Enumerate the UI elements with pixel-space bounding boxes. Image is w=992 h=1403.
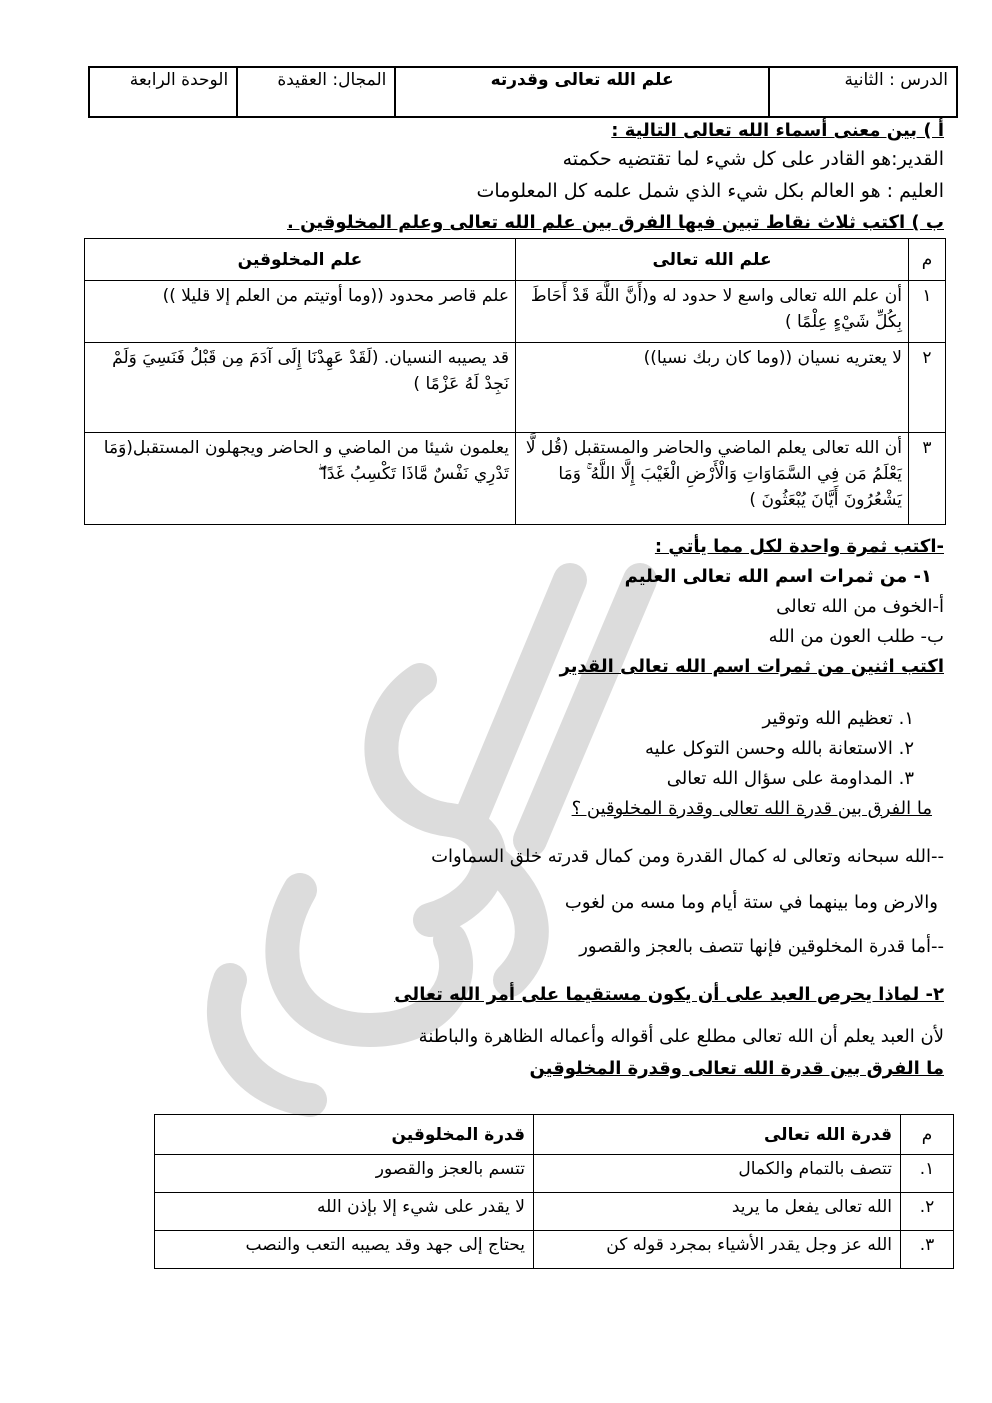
- qadeer-meaning: القدير:هو القادر على كل شيء لما تقتضيه حكمته: [562, 148, 944, 170]
- creatures-power-cell: لا يقدر على شيء إلا بإذن الله: [155, 1193, 534, 1231]
- qadeer-fruits-heading: اكتب اثنين من ثمرات اسم الله تعالى القدير: [559, 656, 944, 677]
- aleem-fruits-heading: ١- من ثمرات اسم الله تعالى العليم: [624, 566, 932, 587]
- list-item: ٣. المداومة على سؤال الله تعالى: [666, 768, 914, 789]
- col-creatures-power-header: قدرة المخلوقين: [155, 1115, 534, 1155]
- col-num-header: م: [901, 1115, 954, 1155]
- q2-answer: لأن العبد يعلم أن الله تعالى مطلع على أقواله وأعماله الظاهرة والباطنة: [418, 1026, 944, 1047]
- table-row: [155, 1193, 954, 1231]
- knowledge-table: [84, 238, 946, 525]
- aleem-meaning: العليم : هو العالم بكل شيء الذي شمل علمه كل المعلومات: [476, 180, 944, 202]
- domain-cell: [237, 67, 395, 117]
- table-row: [85, 343, 946, 433]
- difference-answer-3: --أما قدرة المخلوقين فإنها تتصف بالعجز والقصور: [579, 936, 944, 957]
- fruits-heading: -اكتب ثمرة واحدة لكل مما يأتي :: [654, 536, 944, 557]
- table-row: [85, 281, 946, 343]
- power-heading: ما الفرق بين قدرة الله تعالى وقدرة المخلوقين: [529, 1058, 944, 1079]
- god-knowledge-cell: أن علم الله تعالى واسع لا حدود له و(أَنَّ اللَّهَ قَدْ أَحَاطَ بِكُلِّ شَيْءٍ عِلْمًا ): [516, 281, 909, 343]
- creatures-knowledge-cell: يعلمون شيئا من الماضي و الحاضر ويجهلون المستقبل(وَمَا تَدْرِي نَفْسٌ مَّاذَا تَكْسِبُ غَدًا ۖ: [85, 433, 516, 525]
- row-num: ١: [909, 281, 946, 343]
- creatures-power-cell: يحتاج إلى جهد وقد يصيبه التعب والنصب: [155, 1231, 534, 1269]
- difference-answer-2: والارض وما بينهما في ستة أيام وما مسه من لغوب: [564, 892, 938, 913]
- table-row: [155, 1231, 954, 1269]
- section-a-heading: أ ) بين معنى أسماء الله تعالى التالية :: [611, 120, 944, 141]
- q2-heading: ٢- لماذا يحرص العبد على أن يكون مستقيما على أمر الله تعالى: [394, 984, 944, 1005]
- unit-cell: [89, 67, 237, 117]
- lesson-label: الدرس : الثانية: [844, 70, 948, 90]
- god-knowledge-cell: أن الله تعالى يعلم الماضي والحاضر والمستقبل (قُل لَّا يَعْلَمُ مَن فِي السَّمَاوَاتِ وَالْأَرْضِ الْغَيْبَ إِلَّا اللَّهُ ۚ وَمَا يَشْعُرُونَ أَيَّانَ يُبْعَثُونَ ): [516, 433, 909, 525]
- list-item: ٢. الاستعانة بالله وحسن التوكل عليه: [645, 738, 914, 759]
- creatures-knowledge-cell: قد يصيبه النسيان. (لَقَدْ عَهِدْنَا إِلَى آدَمَ مِن قَبْلُ فَنَسِيَ وَلَمْ نَجِدْ لَهُ عَزْمًا ): [85, 343, 516, 433]
- row-num: ٣: [909, 433, 946, 525]
- title-cell: [395, 67, 768, 117]
- domain-label: المجال: العقيدة: [277, 70, 387, 90]
- col-god-power-header: قدرة الله تعالى: [534, 1115, 901, 1155]
- row-num: ٢: [909, 343, 946, 433]
- section-b-heading: ب ) اكتب ثلاث نقاط تبين فيها الفرق بين علم الله تعالى وعلم المخلوقين .: [287, 212, 944, 233]
- col-creatures-knowledge-header: علم المخلوقين: [85, 239, 516, 281]
- difference-question: ما الفرق بين قدرة الله تعالى وقدرة المخلوقين ؟: [571, 798, 932, 819]
- lesson-cell: [769, 67, 957, 117]
- list-item: ١. تعظيم الله وتوقير: [762, 708, 914, 729]
- aleem-fruit-b: ب- طلب العون من الله: [768, 626, 944, 647]
- table-row: [85, 433, 946, 525]
- creatures-power-cell: تتسم بالعجز والقصور: [155, 1155, 534, 1193]
- god-knowledge-cell: لا يعتريه نسيان ((وما كان ربك نسيا)): [516, 343, 909, 433]
- row-num: ١.: [901, 1155, 954, 1193]
- col-num-header: م: [909, 239, 946, 281]
- lesson-title: علم الله تعالى وقدرته: [490, 70, 674, 90]
- table-row: [155, 1155, 954, 1193]
- power-table: [154, 1114, 954, 1269]
- creatures-knowledge-cell: علم قاصر محدود ((وما أوتيتم من العلم إلا قليلا )): [85, 281, 516, 343]
- row-num: ٢.: [901, 1193, 954, 1231]
- god-power-cell: الله عز وجل يقدر الأشياء بمجرد قوله كن: [534, 1231, 901, 1269]
- god-power-cell: الله تعالى يفعل ما يريد: [534, 1193, 901, 1231]
- row-num: ٣.: [901, 1231, 954, 1269]
- difference-answer-1: --الله سبحانه وتعالى له كمال القدرة ومن كمال قدرته خلق السماوات: [431, 846, 944, 867]
- unit-label: الوحدة الرابعة: [129, 70, 229, 90]
- header-table: [88, 66, 958, 118]
- aleem-fruit-a: أ-الخوف من الله تعالى: [776, 596, 944, 617]
- god-power-cell: تتصف بالتمام والكمال: [534, 1155, 901, 1193]
- col-god-knowledge-header: علم الله تعالى: [516, 239, 909, 281]
